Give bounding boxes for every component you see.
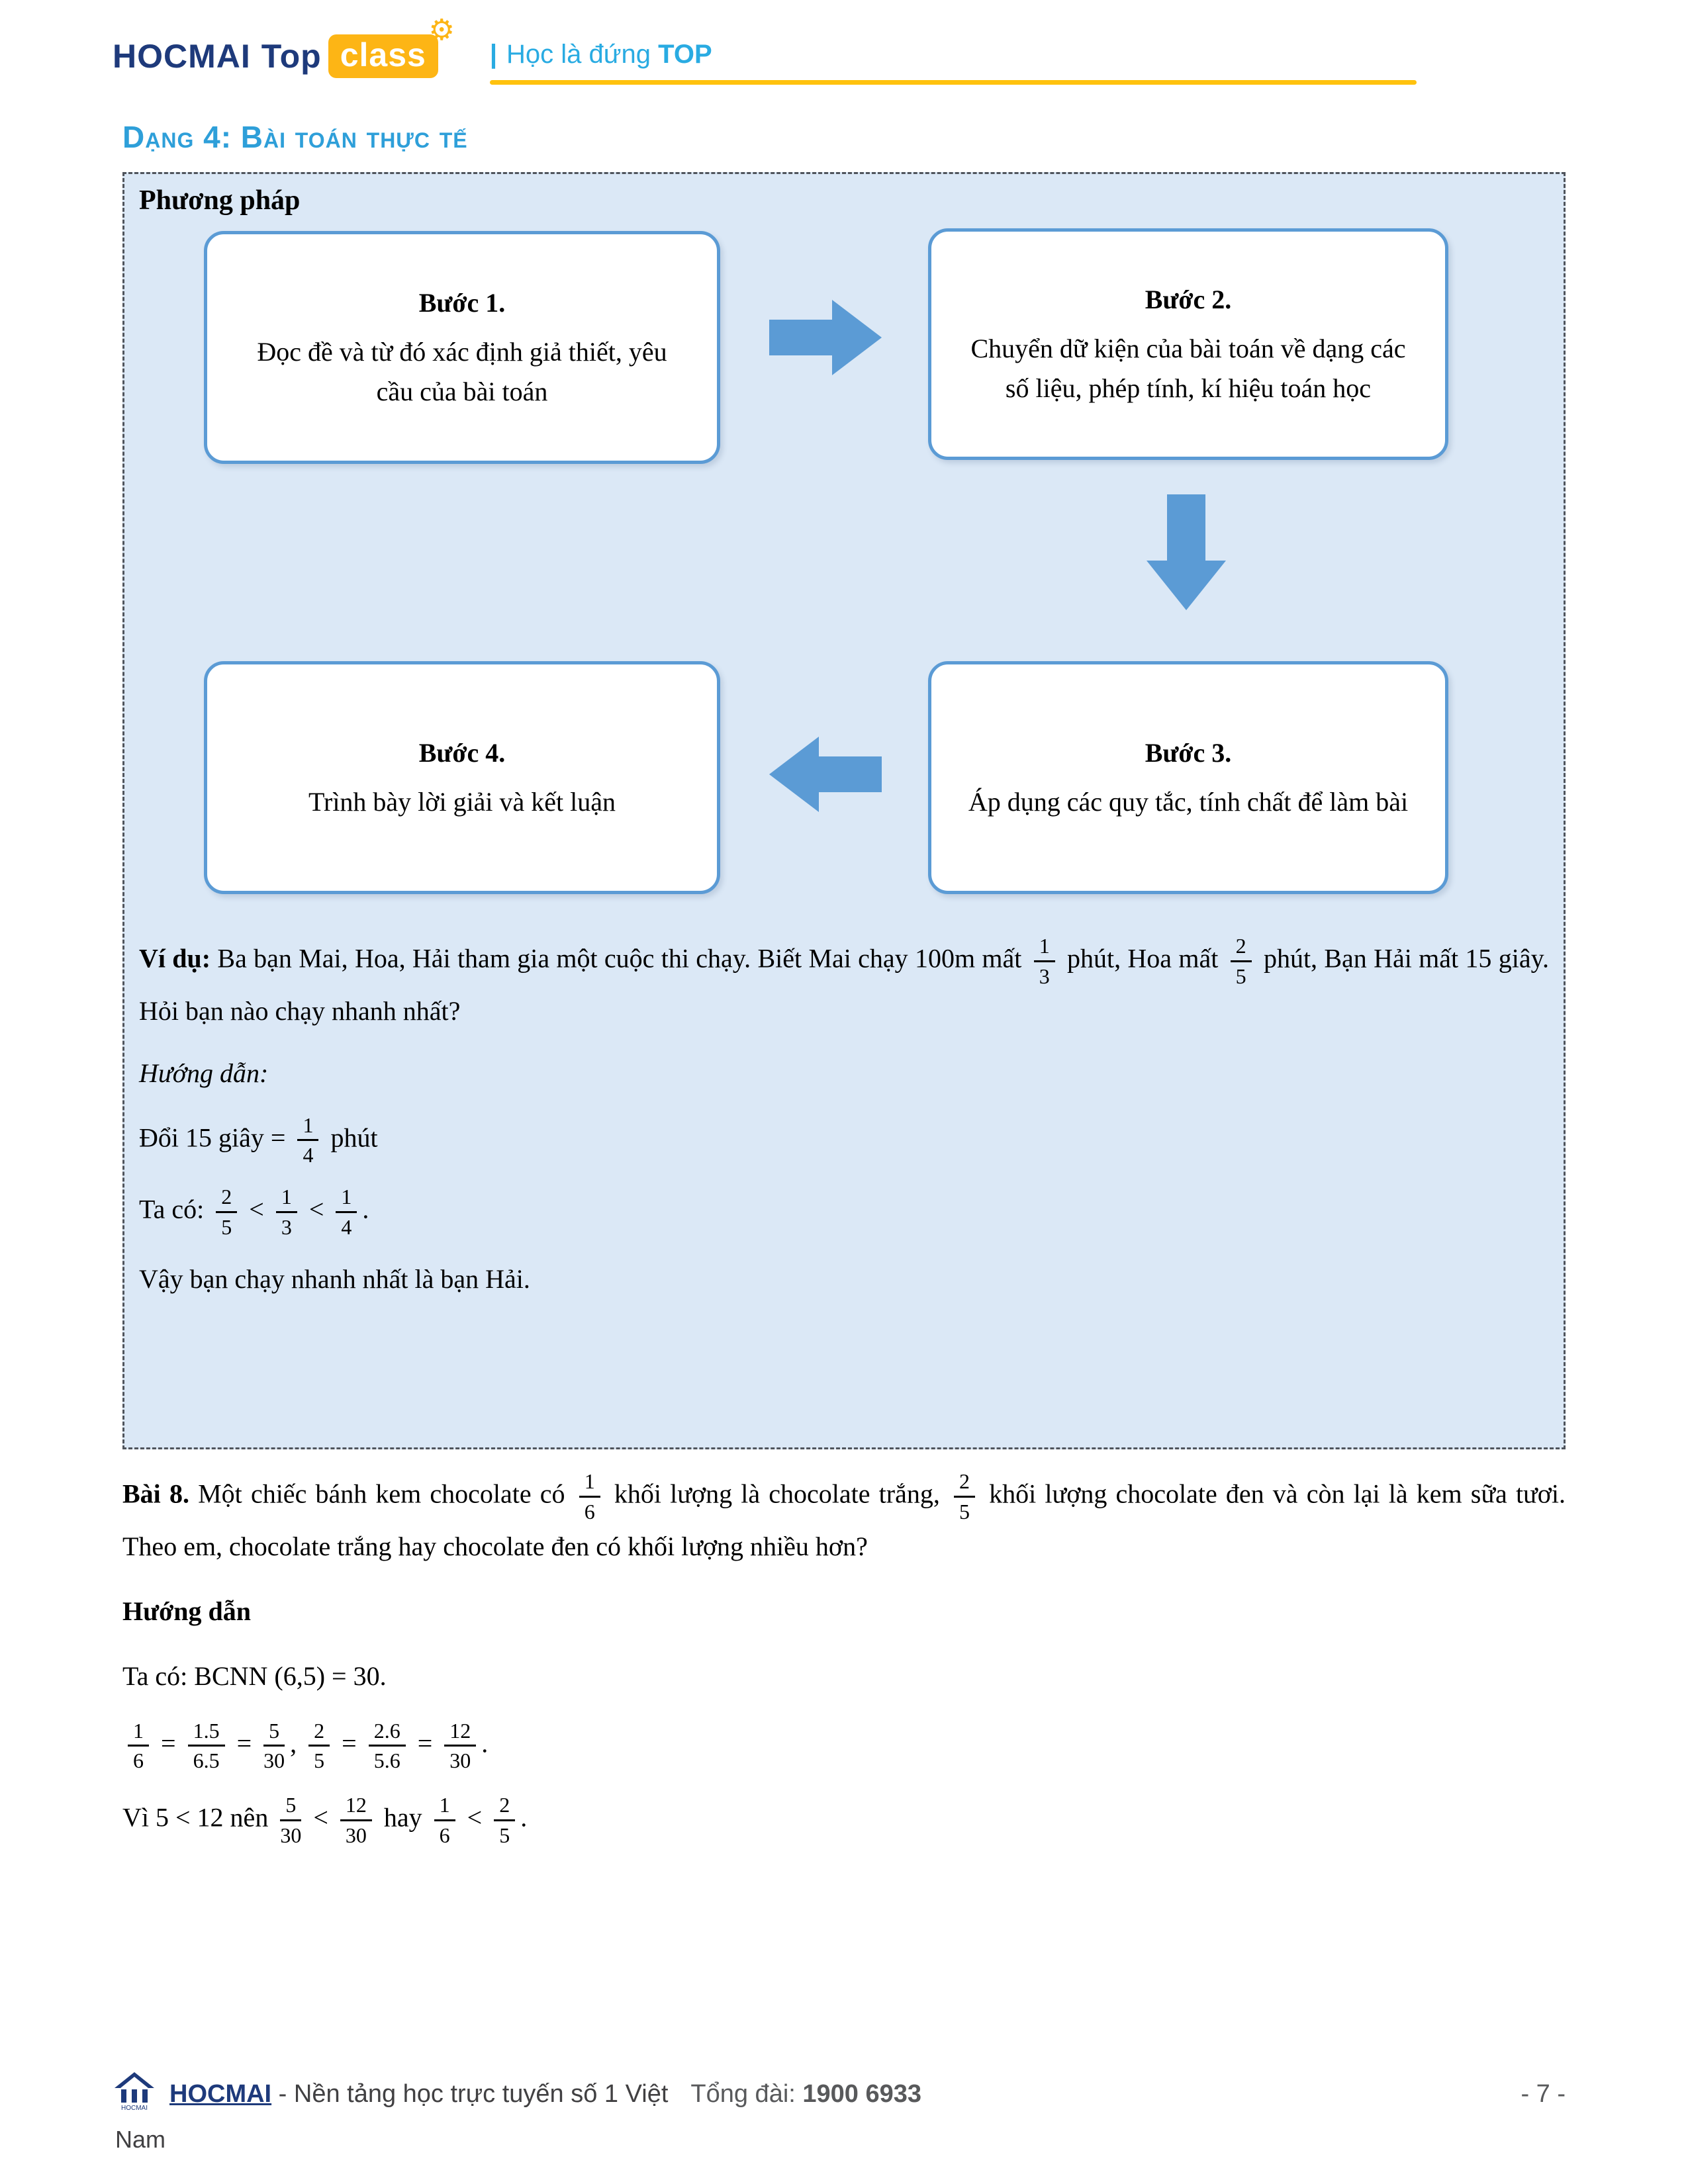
fraction: $\frac{12}{30}$ — [444, 1719, 476, 1774]
fraction: $\frac{1}{4}$ — [297, 1113, 318, 1168]
logo-top-text: Top — [261, 38, 322, 75]
flowchart — [139, 223, 1549, 911]
solution-line-3: Vì 5 < 12 nên $\frac{5}{30}$ < $\frac{12}{30}$ hay $\frac{1}{6}$ < $\frac{2}{5}$ . — [122, 1793, 528, 1847]
problem-statement: Bài 8. Một chiếc bánh kem chocolate có $\frac{1}{6}$ khối lượng là chocolate trắng, $\frac{2}{5}$ khối lượng chocolate đen và còn lại là kem sữa tươi. Theo em, chocolate trắng hay chocolate đen có khối lượng nhiều hơn? — [122, 1469, 1566, 1561]
footer-brand-suffix: - Nền tảng học trực tuyến số 1 Việt — [271, 2079, 669, 2108]
footer-brand-line — [169, 2080, 668, 2109]
footer-row — [113, 2070, 1566, 2118]
example-guide-label: Hướng dẫn: — [139, 1058, 269, 1088]
footer-hotline — [690, 2080, 921, 2109]
fraction: $\frac{1}{3}$ — [1034, 934, 1055, 989]
page-header — [0, 0, 1688, 85]
fraction: $\frac{1}{3}$ — [276, 1185, 297, 1240]
fraction: $\frac{1}{6}$ — [579, 1469, 600, 1524]
fraction: $\frac{2}{5}$ — [494, 1793, 515, 1848]
flow-step-4-text: Trình bày lời giải và kết luận — [308, 787, 616, 817]
example-block — [139, 934, 1549, 1302]
fraction: $\frac{12}{30}$ — [340, 1793, 372, 1848]
fraction: $\frac{2}{5}$ — [216, 1185, 237, 1240]
logo-hocmai-text: HOCMAI — [113, 38, 251, 75]
method-label: Phương pháp — [139, 185, 301, 216]
flow-step-4 — [204, 661, 720, 894]
flow-step-2 — [928, 228, 1448, 460]
flow-step-3 — [928, 661, 1448, 894]
problem-8 — [122, 1469, 1566, 1848]
flow-step-1-text: Đọc đề và từ đó xác định giả thiết, yêu cầu của bài toán — [257, 337, 667, 406]
flow-step-1 — [204, 231, 720, 464]
example-statement: Ví dụ: Ba bạn Mai, Hoa, Hải tham gia một cuộc thi chạy. Biết Mai chạy 100m mất $\frac{1}{3}$ phút, Hoa mất $\frac{2}{5}$ phút, Bạn Hải mất 15 giây. Hỏi bạn nào chạy nhanh nhất? — [139, 934, 1550, 1026]
fraction: $\frac{1.5}{6.5}$ — [188, 1719, 225, 1774]
logo-class-badge — [328, 13, 455, 78]
page-footer — [113, 2070, 1566, 2154]
flow-step-1-title: Bước 1. — [418, 288, 506, 318]
flow-step-3-title: Bước 3. — [1145, 738, 1232, 768]
footer-brand: HOCMAI — [169, 2079, 272, 2108]
flow-step-2-title: Bước 2. — [1145, 285, 1232, 314]
fraction: $\frac{2}{5}$ — [954, 1469, 975, 1524]
method-box — [122, 172, 1566, 1449]
hocmai-house-logo-icon — [113, 2070, 156, 2118]
tagline-underline — [490, 80, 1417, 85]
hocmai-topclass-logo — [113, 13, 455, 78]
fraction: $\frac{5}{30}$ — [263, 1718, 285, 1773]
tagline-block — [490, 34, 1417, 85]
logo-class-text: class — [340, 36, 426, 73]
gear-icon: ⚙ — [428, 13, 455, 47]
fraction: $\frac{5}{30}$ — [280, 1793, 302, 1847]
hotline-label: Tổng đài: — [690, 2079, 803, 2108]
arrow-left-icon — [769, 731, 882, 817]
fraction: $\frac{1}{4}$ — [336, 1185, 357, 1240]
fraction: $\frac{2}{5}$ — [308, 1719, 330, 1774]
solution-line-2: $\frac{1}{6}$ = $\frac{1.5}{6.5}$ = $\frac{5}{30}$ , $\frac{2}{5}$ = $\frac{2.6}{5.6}$ = $\frac{12}{30}$ . — [122, 1719, 1566, 1774]
tagline-label: Học là đứng — [506, 40, 659, 69]
page-number: - 7 - — [1521, 2079, 1566, 2108]
example-line-1: Đổi 15 giây = $\frac{1}{4}$ phút — [139, 1113, 378, 1167]
arrow-down-icon — [1140, 494, 1233, 610]
fraction: $\frac{2}{5}$ — [1231, 934, 1252, 989]
tagline-text — [490, 40, 1417, 69]
example-line-2: Ta có: $\frac{2}{5}$ < $\frac{1}{3}$ < $\frac{1}{4}$ . — [139, 1185, 369, 1239]
section-title: Dạng 4: Bài toán thực tế — [122, 120, 468, 154]
arrow-right-icon — [769, 295, 882, 381]
tagline-top-word: TOP — [658, 40, 712, 69]
flow-step-2-text: Chuyển dữ kiện của bài toán về dạng các số liệu, phép tính, kí hiệu toán học — [970, 334, 1406, 403]
fraction: $\frac{1}{6}$ — [128, 1719, 149, 1774]
flow-step-3-text: Áp dụng các quy tắc, tính chất để làm bài — [968, 787, 1409, 817]
fraction: $\frac{1}{6}$ — [434, 1793, 455, 1848]
footer-wrap-word: Nam — [115, 2126, 166, 2153]
footer-logo-small-text: HOCMAI — [121, 2105, 148, 2111]
tagline-pipe: | — [489, 40, 498, 69]
hotline-number: 1900 6933 — [802, 2079, 922, 2108]
solution-line-1: Ta có: BCNN (6,5) = 30. — [122, 1661, 387, 1691]
problem-guide-label: Hướng dẫn — [122, 1596, 252, 1626]
example-conclusion: Vậy bạn chạy nhanh nhất là bạn Hải. — [139, 1263, 530, 1294]
flow-step-4-title: Bước 4. — [418, 738, 506, 768]
fraction: $\frac{2.6}{5.6}$ — [369, 1719, 406, 1774]
